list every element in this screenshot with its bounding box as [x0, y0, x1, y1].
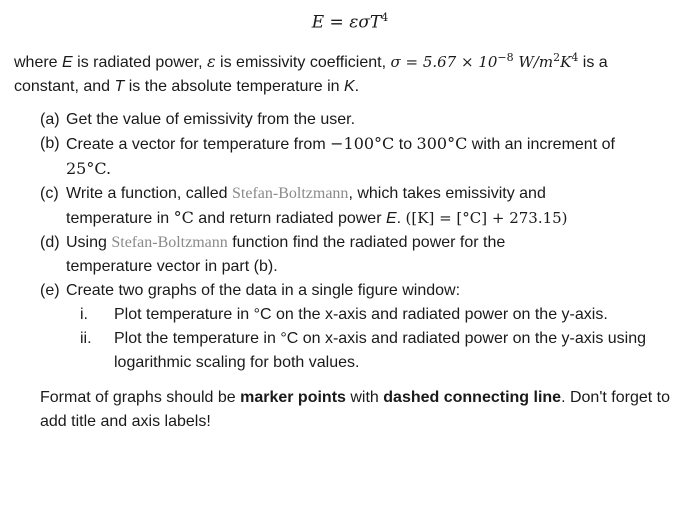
task-e: (e) Create two graphs of the data in a single figure window:: [40, 282, 461, 299]
intro-line-2: constant, and T is the absolute temperature in K.: [14, 78, 360, 95]
task-a: (a) Get the value of emissivity from the user.: [40, 111, 356, 128]
task-list: [40, 108, 666, 375]
task-e-ii: ii. Plot the temperature in °C on x-axis and radiated power on the y-axis using logarithmic scaling for both values.: [80, 330, 647, 371]
task-d: (d) Using Stefan-Boltzmann function find the radiated power for the temperature vector in part (b).: [40, 234, 506, 275]
intro-paragraph: [14, 46, 686, 99]
main-equation: [0, 6, 700, 35]
task-e-i: i. Plot temperature in °C on the x-axis and radiated power on the y-axis.: [80, 306, 608, 323]
intro-line-1: where E is radiated power, ε is emissivity coefficient, $\sigma = 5.67 \times 10^{-8}$ $W/m^2K^4$ is a: [14, 51, 608, 71]
equation-exponent: 4: [381, 11, 389, 24]
conversion-formula: ([K] = [°C] + 273.15): [405, 209, 568, 227]
task-b: (b) Create a vector for temperature from −100°C to 300°C with an increment of 25°C.: [40, 134, 615, 178]
format-note: Format of graphs should be marker points with dashed connecting line. Don't forget to add title and axis labels!: [40, 389, 670, 430]
task-c: (c) Write a function, called Stefan-Boltzmann, which takes emissivity and temperature in °C and return radiated power E. ([K] = [°C] + 273.15): [40, 185, 568, 227]
function-name: Stefan-Boltzmann: [111, 234, 228, 251]
function-name: Stefan-Boltzmann: [232, 185, 349, 202]
equation-text: E = εσT: [311, 12, 382, 33]
